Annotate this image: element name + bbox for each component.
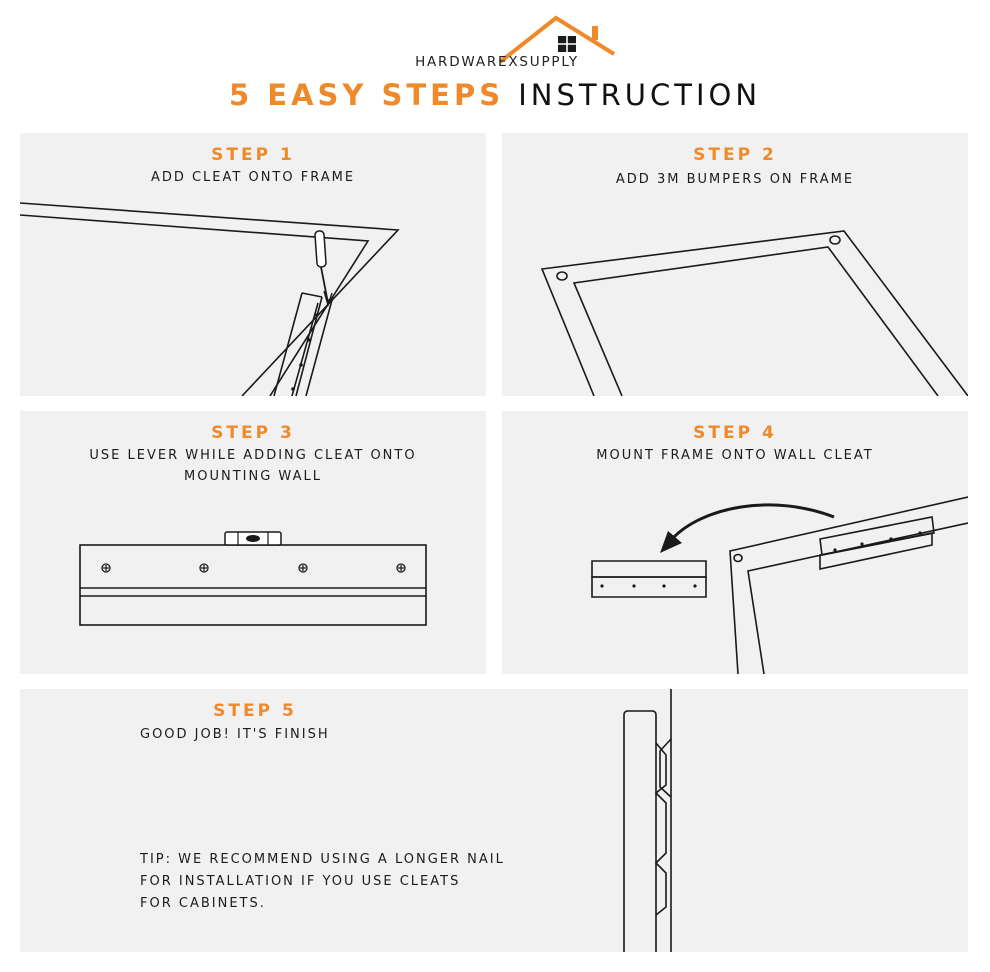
step-1-text: ADD CLEAT ONTO FRAME <box>150 170 356 185</box>
step-2-title: STEP 2 <box>693 145 777 165</box>
step-3-text-line-1: USE LEVER WHILE ADDING CLEAT ONTO <box>89 448 417 463</box>
brand-name: HARDWAREXSUPPLY <box>415 54 579 70</box>
tip-line-1: TIP: WE RECOMMEND USING A LONGER NAIL <box>140 852 505 867</box>
step-3-panel <box>20 411 486 674</box>
bubble-level-icon <box>225 532 281 545</box>
brand-logo <box>372 14 622 76</box>
step-2-panel <box>502 133 968 396</box>
step-3-illustration <box>20 411 486 674</box>
step-5-illustration <box>20 689 968 952</box>
page-title <box>0 78 990 112</box>
step-1-panel <box>20 133 486 396</box>
step-4-panel <box>502 411 968 674</box>
screwdriver-icon <box>315 231 332 305</box>
step-3-text-line-2: MOUNTING WALL <box>184 469 322 484</box>
step-2-text: ADD 3M BUMPERS ON FRAME <box>615 172 855 187</box>
step-4-title: STEP 4 <box>693 423 777 443</box>
step-5-text: GOOD JOB! IT'S FINISH <box>140 727 330 742</box>
step-1-illustration <box>20 133 486 396</box>
step-1-title: STEP 1 <box>211 145 295 165</box>
step-4-illustration <box>502 411 968 674</box>
tip-line-3: FOR CABINETS. <box>140 896 266 911</box>
curved-arrow-icon <box>660 505 834 553</box>
title-accent: 5 EASY STEPS <box>228 78 505 112</box>
title-rest: INSTRUCTION <box>518 78 762 112</box>
step-5-panel <box>20 689 968 952</box>
step-2-illustration <box>502 133 968 396</box>
step-5-title: STEP 5 <box>213 701 297 721</box>
step-3-title: STEP 3 <box>211 423 295 443</box>
tip-line-2: FOR INSTALLATION IF YOU USE CLEATS <box>140 874 461 889</box>
step-4-text: MOUNT FRAME ONTO WALL CLEAT <box>596 448 874 463</box>
